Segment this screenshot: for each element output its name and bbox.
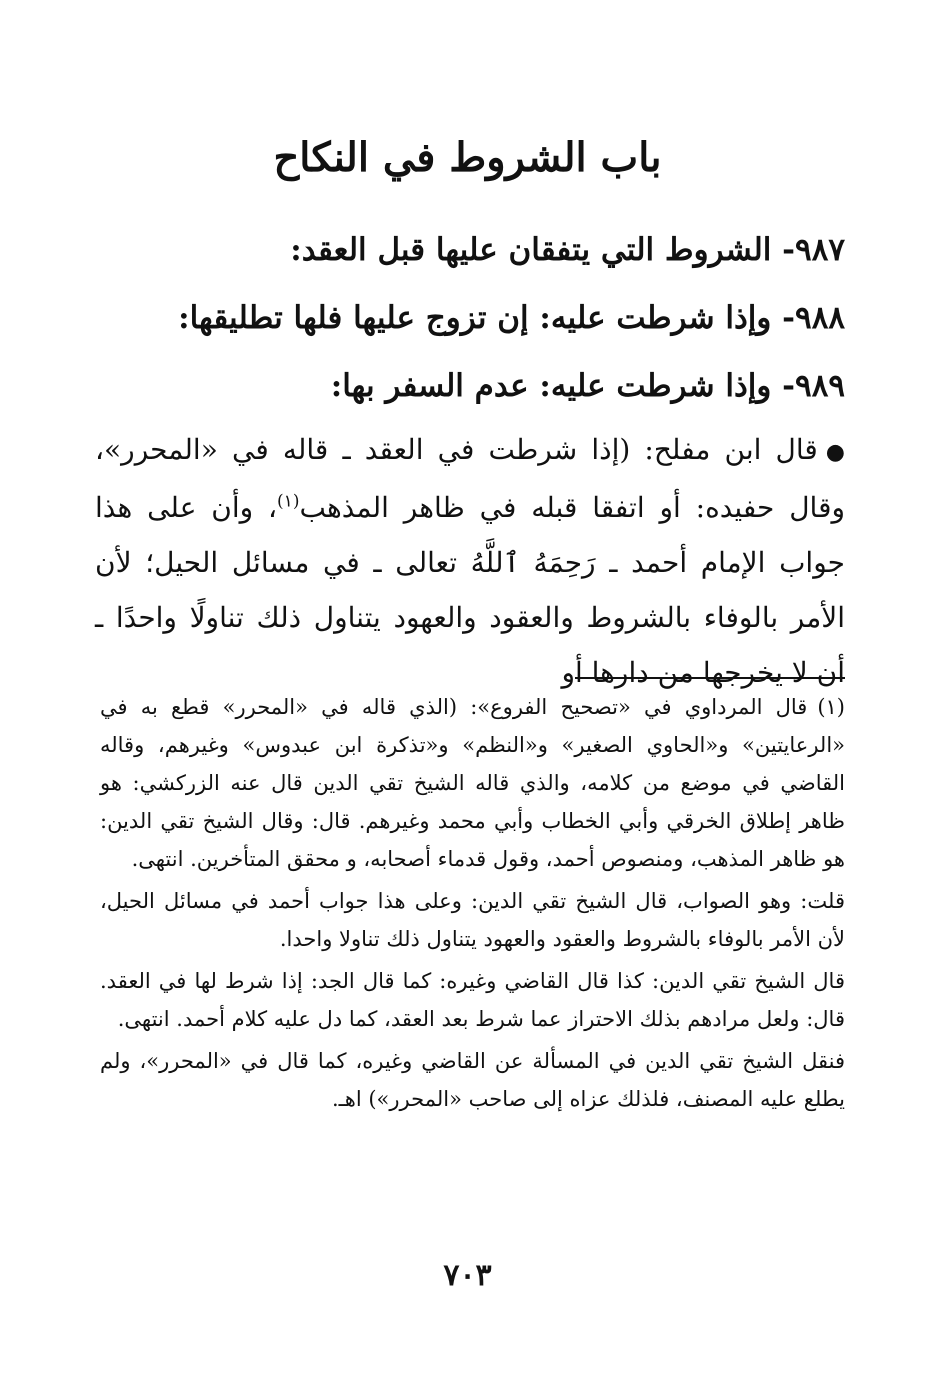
- footnotes-section: [100, 688, 845, 1122]
- issue-heading-987: ٩٨٧- الشروط التي يتفقان عليها قبل العقد:: [290, 232, 845, 268]
- footnote-divider: [575, 677, 845, 679]
- main-paragraph: [95, 422, 845, 700]
- bullet-icon: ●: [825, 440, 845, 465]
- footnote-paragraph: قال الشيخ تقي الدين: كذا قال القاضي وغيره: كما قال الجد: إذا شرط لها في العقد. قال: ولعل مرادهم بذلك الاحتراز عما شرط بعد العقد، كما دل عليه كلام أحمد. انتهى.: [100, 969, 845, 1031]
- chapter-title: باب الشروط في النكاح: [273, 134, 662, 181]
- issue-heading-988: ٩٨٨- وإذا شرطت عليه: إن تزوج عليها فلها تطليقها:: [178, 300, 845, 336]
- footnote-paragraph: فنقل الشيخ تقي الدين في المسألة عن القاضي وغيره، كما قال في «المحرر»، ولم يطلع عليه المصنف، فلذلك عزاه إلى صاحب «المحرر») اهـ.: [100, 1049, 845, 1111]
- page-number: ٧٠٣: [443, 1258, 492, 1293]
- main-text-part-1: قال ابن مفلح: (إذا شرطت في العقد ـ قاله في «المحرر»، وقال حفيده: أو اتفقا قبله في ظاهر المذهب: [95, 433, 845, 524]
- main-text-part-2: ، وأن على هذا جواب الإمام أحمد ـ رَحِمَهُ ٱللَّهُ تعالى ـ في مسائل الحيل؛ لأن الأمر بالوفاء بالشروط والعقود والعهود يتناول ذلك تناولًا واحدًا ـ أن لا يخرجها من دارها أو: [95, 491, 845, 689]
- footnote-text: قال المرداوي في «تصحيح الفروع»: (الذي قاله في «المحرر» قطع به في «الرعايتين» و«الحاوي الصغير» و«النظم» و«تذكرة ابن عبدوس» وغيرهم، وقاله القاضي في موضع من كلامه، والذي قاله الشيخ تقي الدين قال عنه الزركشي: هو ظاهر إطلاق الخرقي وأبي الخطاب وأبي محمد وغيرهم. قال: وقال الشيخ تقي الدين: هو ظاهر المذهب، ومنصوص أحمد، وقول قدماء أصحابه، و محقق المتأخرين. انتهى.: [100, 695, 845, 871]
- footnote-paragraph: قلت: وهو الصواب، قال الشيخ تقي الدين: وعلى هذا جواب أحمد في مسائل الحيل، لأن الأمر بالوفاء بالشروط والعقود والعهود يتناول ذلك تناولا واحدا.: [100, 889, 845, 951]
- footnote-paragraph: [100, 688, 845, 878]
- footnote-reference[interactable]: (١): [277, 491, 300, 512]
- issue-heading-989: ٩٨٩- وإذا شرطت عليه: عدم السفر بها:: [330, 368, 845, 404]
- footnote-number: (١): [817, 695, 845, 719]
